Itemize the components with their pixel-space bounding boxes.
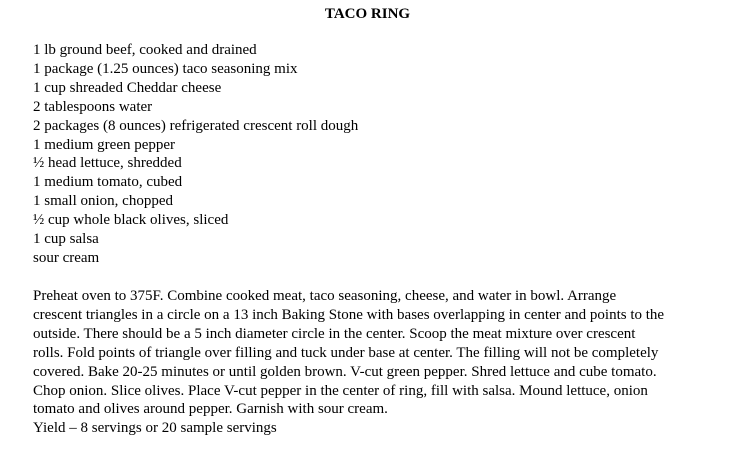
ingredient-item: ½ cup whole black olives, sliced xyxy=(33,212,229,229)
directions-line: crescent triangles in a circle on a 13 inch Baking Stone with bases overlapping in center and points to the xyxy=(33,306,665,323)
ingredient-list xyxy=(33,41,358,268)
directions-line: Preheat oven to 375F. Combine cooked meat, taco seasoning, cheese, and water in bowl. Arrange xyxy=(33,288,617,304)
ingredient-item: 2 packages (8 ounces) refrigerated crescent roll dough xyxy=(33,117,359,134)
ingredient-item: 2 tablespoons water xyxy=(33,98,153,115)
directions-line: outside. There should be a 5 inch diameter circle in the center. Scoop the meat mixture over crescent xyxy=(33,325,636,342)
ingredient-item: 1 package (1.25 ounces) taco seasoning mix xyxy=(33,60,298,77)
directions-line: tomato and olives around pepper. Garnish with sour cream. xyxy=(33,401,388,418)
directions-line: rolls. Fold points of triangle over filling and tuck under base at center. The filling will not be completely xyxy=(33,344,659,361)
ingredient-item: 1 cup shreaded Cheddar cheese xyxy=(33,79,222,96)
ingredient-item: 1 medium green pepper xyxy=(33,136,176,153)
directions-line: Chop onion. Slice olives. Place V-cut pepper in the center of ring, fill with salsa. Mound lettuce, onion xyxy=(33,382,648,399)
ingredient-item: 1 lb ground beef, cooked and drained xyxy=(33,42,257,58)
ingredient-item: 1 medium tomato, cubed xyxy=(33,174,183,191)
yield-line: Yield – 8 servings or 20 sample servings xyxy=(33,420,277,437)
ingredient-item: sour cream xyxy=(33,249,100,266)
directions-paragraph xyxy=(33,287,664,438)
directions-line: covered. Bake 20-25 minutes or until golden brown. V-cut green pepper. Shred lettuce and cube tomato. xyxy=(33,363,657,380)
ingredient-item: 1 small onion, chopped xyxy=(33,193,173,210)
recipe-title: TACO RING xyxy=(324,6,411,22)
ingredient-item: ½ head lettuce, shredded xyxy=(33,155,182,172)
ingredient-item: 1 cup salsa xyxy=(33,231,99,248)
